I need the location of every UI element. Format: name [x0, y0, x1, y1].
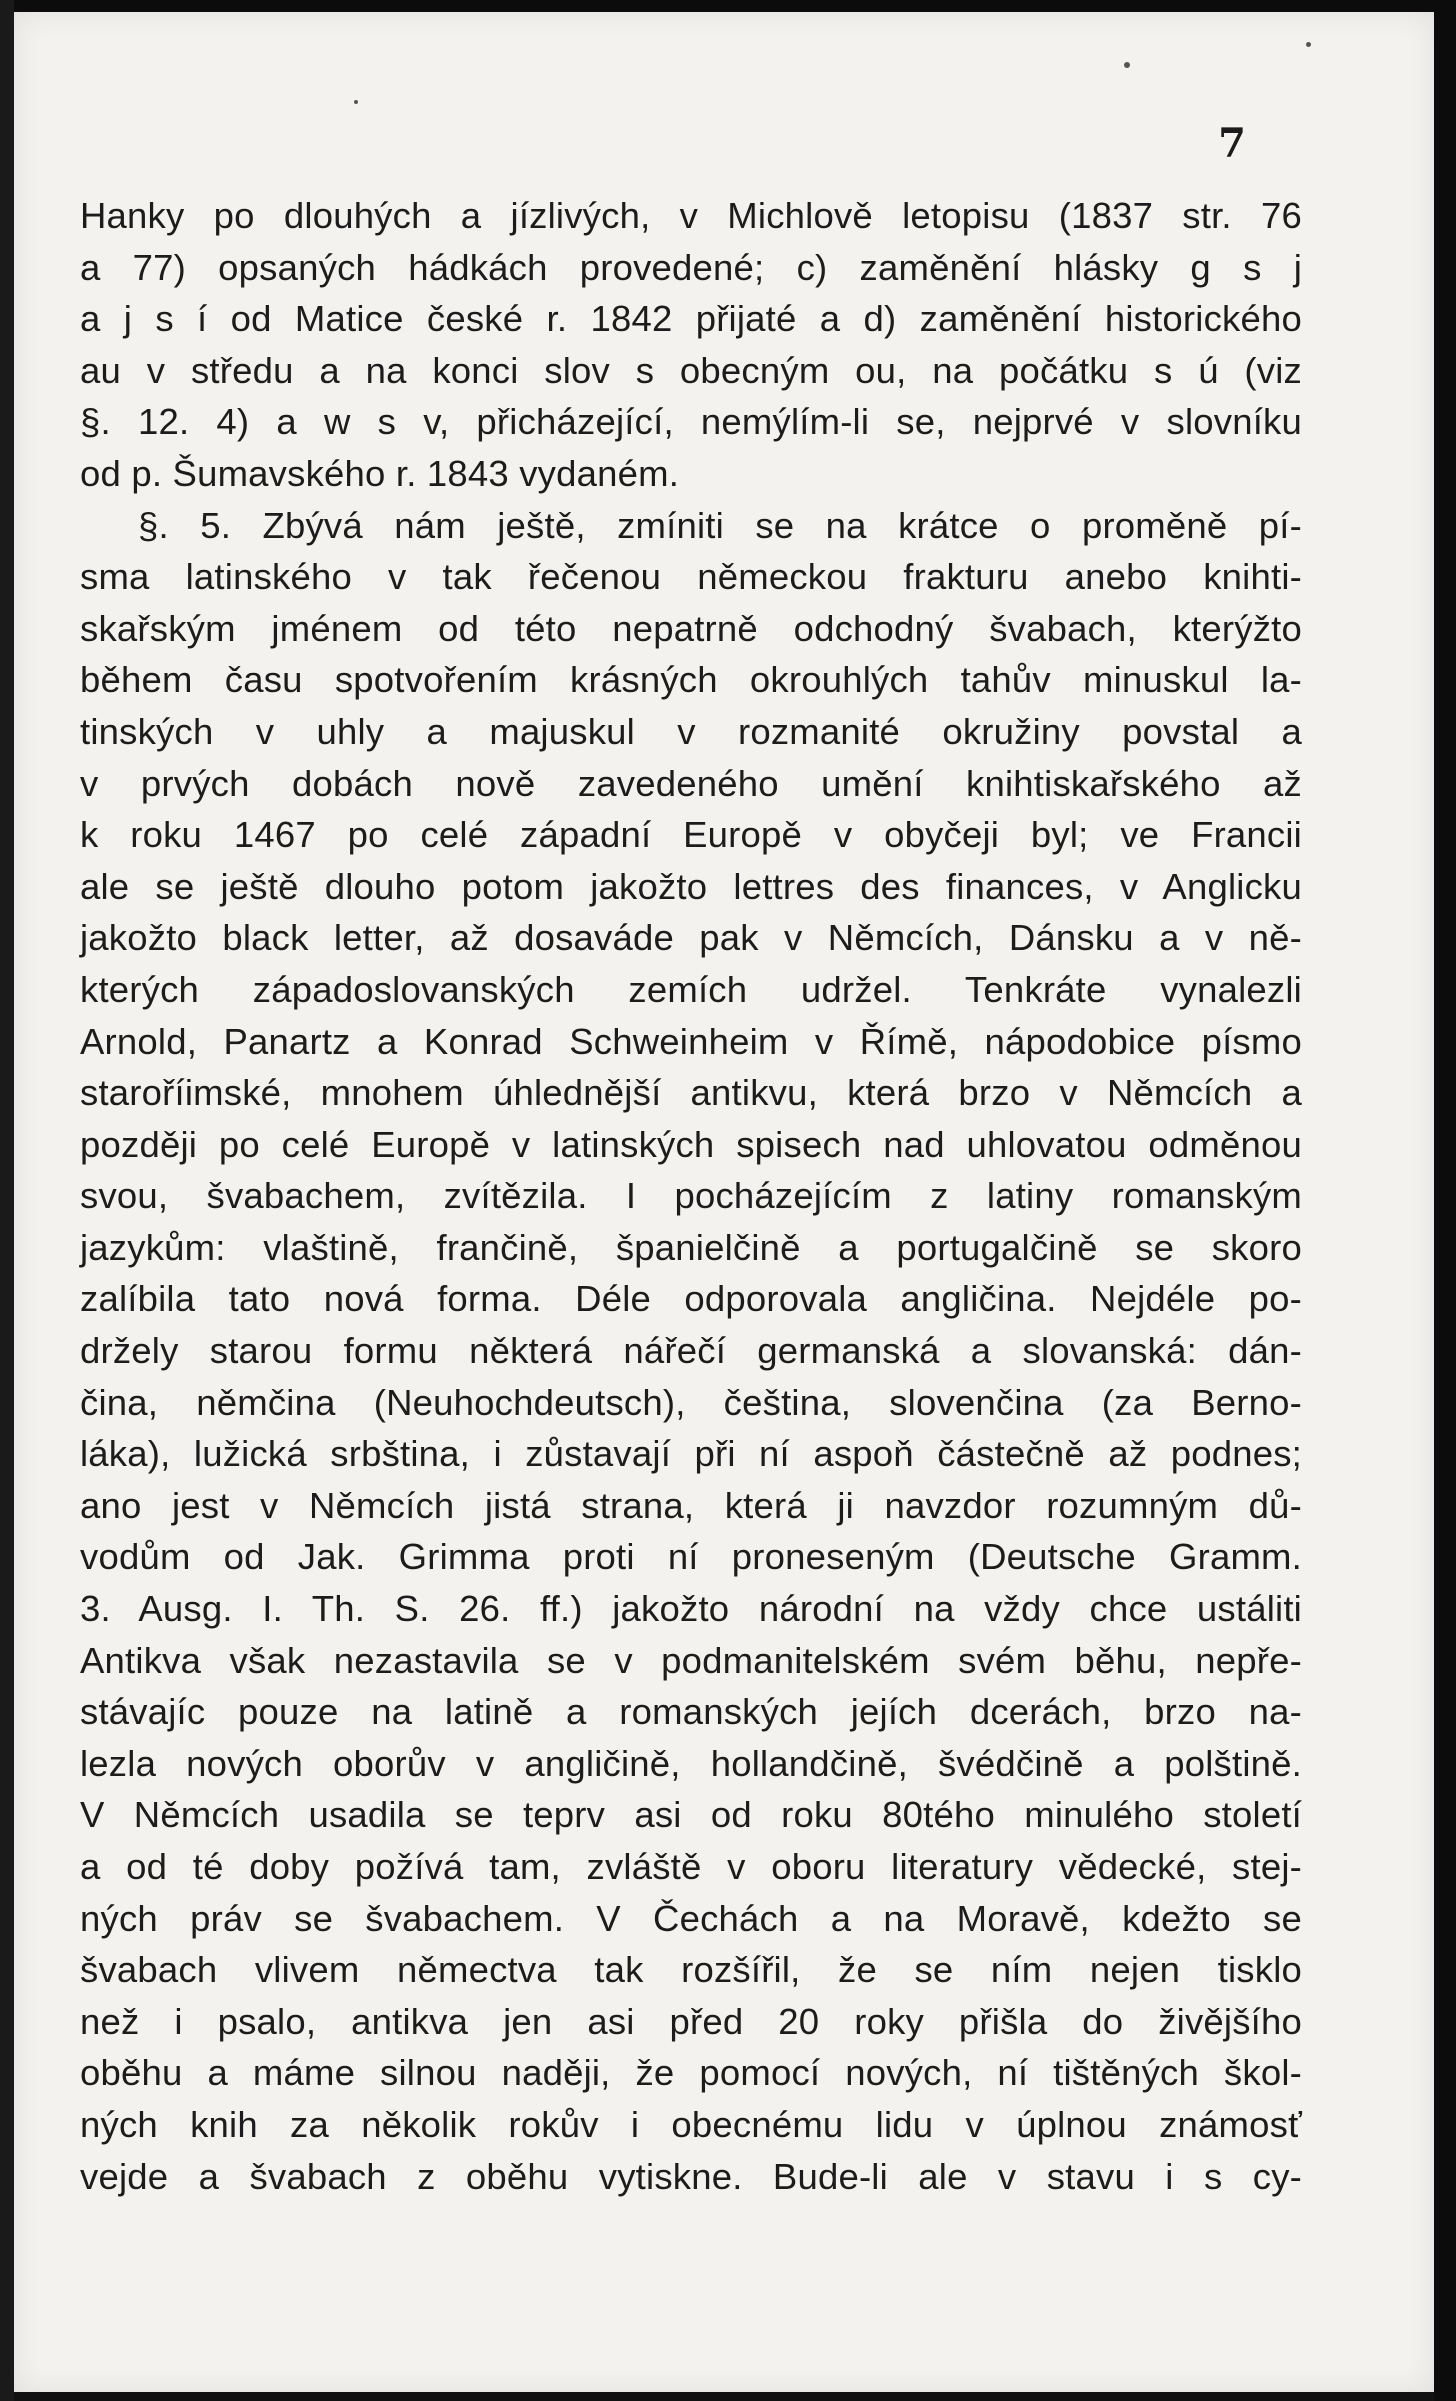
text-line: od p. Šumavského r. 1843 vydaném.	[80, 452, 680, 494]
scan-border-left	[0, 0, 14, 2401]
text-line: kterých západoslovanských zemích udržel. Tenkráte vynalezli	[80, 968, 1302, 1010]
text-line: ných knih za několik rokův i obecnému lidu v úplnou známosť	[80, 2103, 1302, 2145]
text-line: vejde a švabach z oběhu vytiskne. Bude-li ale v stavu i s cy-	[80, 2155, 1302, 2197]
text-line: stávajíc pouze na latině a romanských jejích dcerách, brzo na-	[80, 1691, 1302, 1733]
text-line: láka), lužická srbština, i zůstavají při ní aspoň částečně až podnes;	[80, 1433, 1302, 1475]
text-line: držely starou formu některá nářečí germanská a slovanská: dán-	[80, 1330, 1302, 1372]
text-line: jazykům: vlaštině, frančině, španielčině a portugalčině se skoro	[80, 1226, 1302, 1268]
text-line: než i psalo, antikva jen asi před 20 roky přišla do živějšího	[80, 2000, 1302, 2042]
text-line: au v středu a na konci slov s obecným ou, na počátku s ú (viz	[80, 349, 1302, 391]
text-line: během času spotvořením krásných okrouhlých tahův minuskul la-	[80, 659, 1302, 701]
text-line: zalíbila tato nová forma. Déle odporovala angličina. Nejdéle po-	[80, 1278, 1302, 1320]
book-page	[14, 12, 1434, 2392]
text-line: později po celé Europě v latinských spisech nad uhlovatou odměnou	[80, 1123, 1302, 1165]
body-text	[80, 190, 1302, 2202]
text-line: a j s í od Matice české r. 1842 přijaté a d) zaměnění historického	[80, 298, 1302, 340]
text-line: sma latinského v tak řečenou německou frakturu anebo knihti-	[80, 556, 1302, 598]
text-line: Hanky po dlouhých a jízlivých, v Michlově letopisu (1837 str. 76	[80, 195, 1302, 236]
text-line: oběhu a máme silnou naději, že pomocí nových, ní tištěných škol-	[80, 2052, 1302, 2094]
text-line: čina, němčina (Neuhochdeutsch), čeština, slovenčina (za Berno-	[80, 1381, 1302, 1423]
text-line: §. 12. 4) a w s v, přicházející, nemýlím-li se, nejprvé v slovníku	[80, 401, 1302, 443]
text-line: svou, švabachem, zvítězila. I pocházejícím z latiny romanským	[80, 1175, 1302, 1217]
text-line: v prvých dobách nově zavedeného umění knihtiskařského až	[80, 762, 1302, 804]
text-line: vodům od Jak. Grimma proti ní proneseným (Deutsche Gramm.	[80, 1536, 1302, 1578]
section-start-line: §. 5. Zbývá nám ještě, zmíniti se na krátce o proměně pí-	[138, 504, 1302, 546]
text-line: 3. Ausg. I. Th. S. 26. ff.) jakožto národní na vždy chce ustáliti	[80, 1588, 1302, 1630]
paper-speck	[1124, 62, 1130, 68]
text-line: lezla nových oborův v angličině, hollandčině, švédčině a polštině.	[80, 1742, 1302, 1784]
text-line: Antikva však nezastavila se v podmanitelském svém běhu, nepře-	[80, 1639, 1302, 1681]
paper-speck	[1306, 42, 1311, 47]
text-line: a od té doby požívá tam, zvláště v oboru literatury vědecké, stej-	[80, 1846, 1302, 1887]
text-line: ano jest v Němcích jistá strana, která ji navzdor rozumným dů-	[80, 1484, 1302, 1526]
text-line: švabach vlivem němectva tak rozšířil, že se ním nejen tisklo	[80, 1949, 1302, 1991]
text-line: ale se ještě dlouho potom jakožto lettres des finances, v Anglicku	[80, 865, 1302, 907]
text-line: staroříimské, mnohem úhlednější antikvu, která brzo v Němcích a	[80, 1072, 1302, 1114]
paper-speck	[354, 100, 358, 104]
text-line: skařským jménem od této nepatrně odchodný švabach, kterýžto	[80, 607, 1302, 649]
scan-border-right	[1434, 0, 1456, 2401]
text-line: V Němcích usadila se teprv asi od roku 80tého minulého století	[80, 1794, 1302, 1836]
text-line: k roku 1467 po celé západní Europě v obyčeji byl; ve Francii	[80, 814, 1302, 856]
text-line: Arnold, Panartz a Konrad Schweinheim v Římě, nápodobice písmo	[80, 1020, 1302, 1062]
page-number: 7	[1218, 120, 1246, 167]
text-line: tinských v uhly a majuskul v rozmanité okružiny povstal a	[80, 710, 1302, 752]
text-line: a 77) opsaných hádkách provedené; c) zaměnění hlásky g s j	[80, 246, 1302, 288]
text-line: jakožto black letter, až dosaváde pak v Němcích, Dánsku a v ně-	[80, 917, 1302, 959]
text-line: ných práv se švabachem. V Čechách a na Moravě, kdežto se	[80, 1897, 1302, 1939]
